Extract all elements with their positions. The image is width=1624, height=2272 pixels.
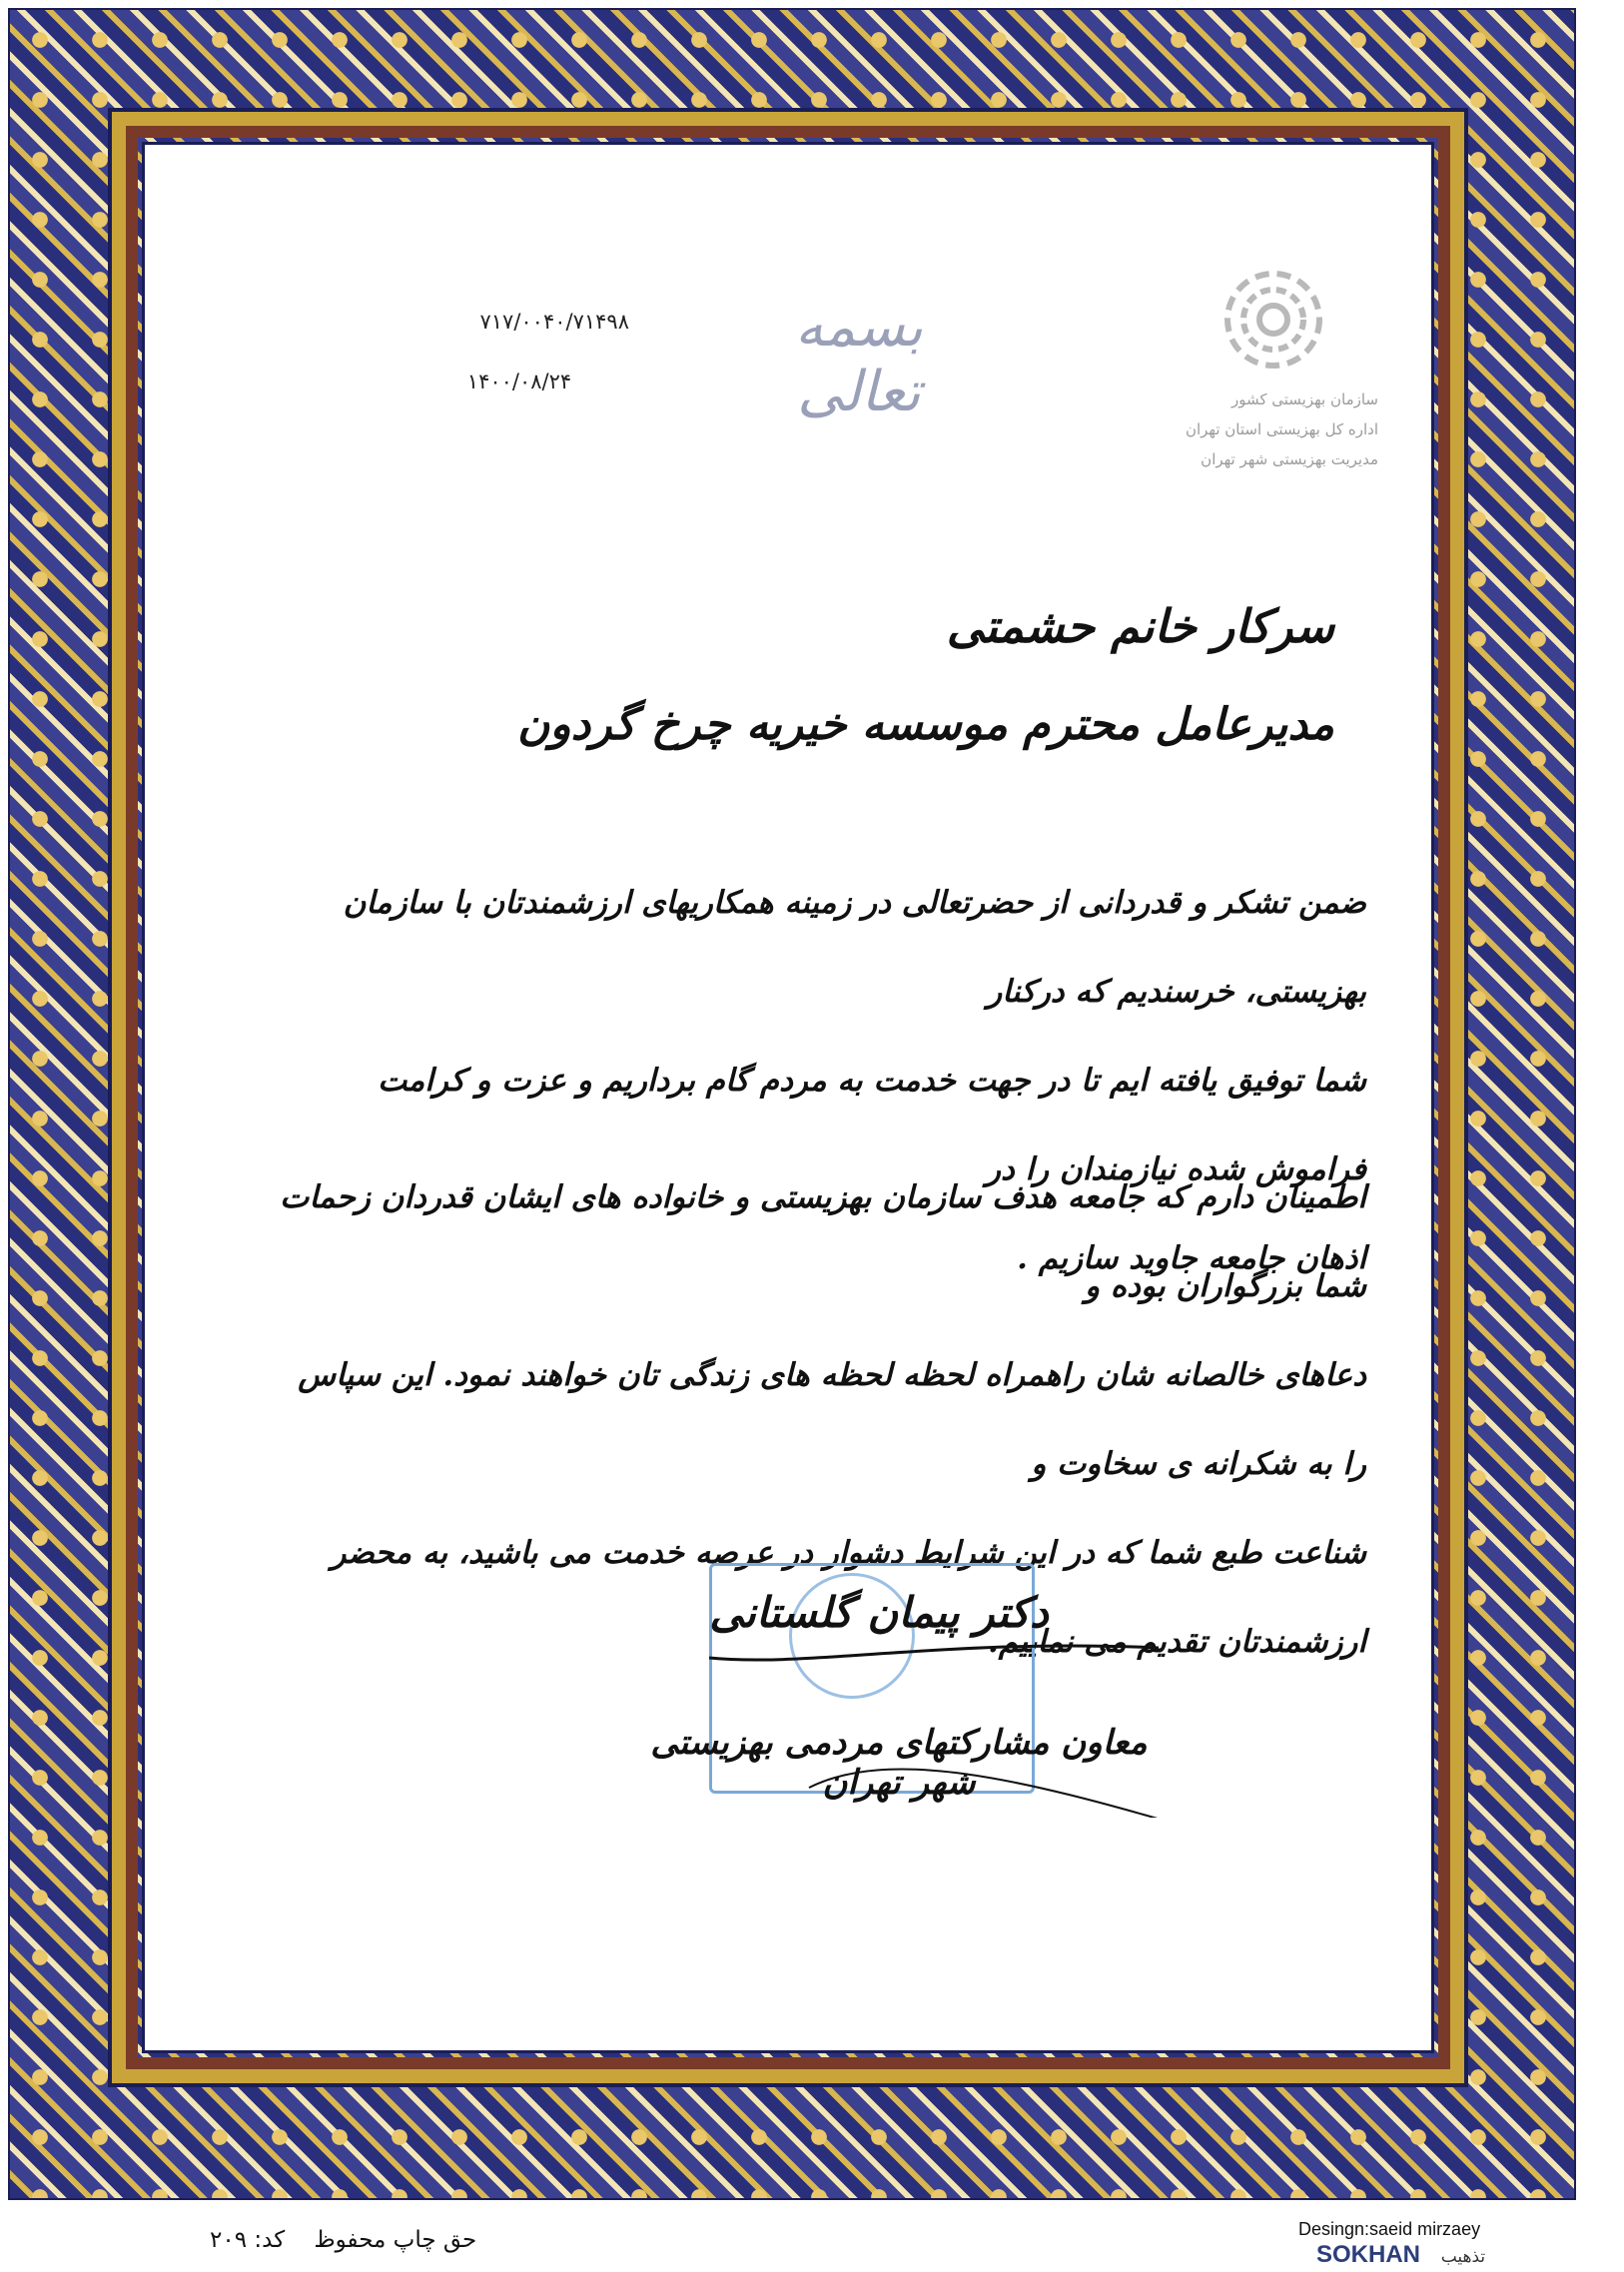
organization-name (1179, 384, 1378, 474)
reference-number: ۷۱۷/۰۰۴۰/۷۱۴۹۸ (479, 310, 629, 334)
org-line-2: اداره کل بهزیستی استان تهران (1185, 420, 1378, 438)
letter-date: ۱۴۰۰/۰۸/۲۴ (466, 370, 572, 393)
body-line: ضمن تشکر و قدردانی از حضرتعالی در زمینه همکاریهای ارزشمندتان با سازمان بهزیستی، خرسندیم که درکنار (343, 885, 1366, 1010)
brand-mark (1316, 2241, 1596, 2269)
org-line-1: سازمان بهزیستی کشور (1230, 390, 1378, 408)
footer-code: کد: ۲۰۹ (210, 2227, 286, 2253)
footer-copyright-text: حق چاپ محفوظ (314, 2227, 477, 2253)
body-line: دعاهای خالصانه شان راهمراه لحظه لحظه های زندگی تان خواهند نمود. این سپاس را به شکرانه ی سخاوت و (298, 1357, 1366, 1482)
body-line: شناعت طبع شما که در این شرایط دشوار در عرصه خدمت می باشید، به محضر ارزشمندتان تقدیم می نماییم. (331, 1535, 1366, 1660)
footer-copyright (210, 2227, 529, 2253)
brand-name: SOKHAN (1316, 2241, 1421, 2268)
org-line-3: مدیریت بهزیستی شهر تهران (1201, 450, 1378, 468)
recipient-title: مدیرعامل محترم موسسه خیریه چرخ گردون (517, 699, 1334, 750)
bismillah-heading: بسمه تعالی (795, 295, 923, 424)
signer-title: معاون مشارکتهای مردمی بهزیستی شهر تهران (650, 1723, 1148, 1803)
signer-name: دکتر پیمان گلستانی (709, 1588, 1049, 1637)
designer-credit: Desingn:saeid mirzaey (1298, 2219, 1481, 2239)
organization-logo-icon (1204, 265, 1343, 375)
recipient-name: سرکار خانم حشمتی (946, 599, 1334, 653)
body-line: اطمینان دارم که جامعه هدف سازمان بهزیستی و خانواده های ایشان قدردان زحمات شما بزرگواران بوده و (280, 1179, 1366, 1304)
brand-subtitle: تذهیب (1440, 2247, 1486, 2267)
body-line: اذهان جامعه جاوید سازیم . (1017, 1240, 1366, 1276)
body-line: شما توفیق یافته ایم تا در جهت خدمت به مردم گام برداریم و عزت و کرامت فراموش شده نیازمندان را در (378, 1063, 1366, 1187)
